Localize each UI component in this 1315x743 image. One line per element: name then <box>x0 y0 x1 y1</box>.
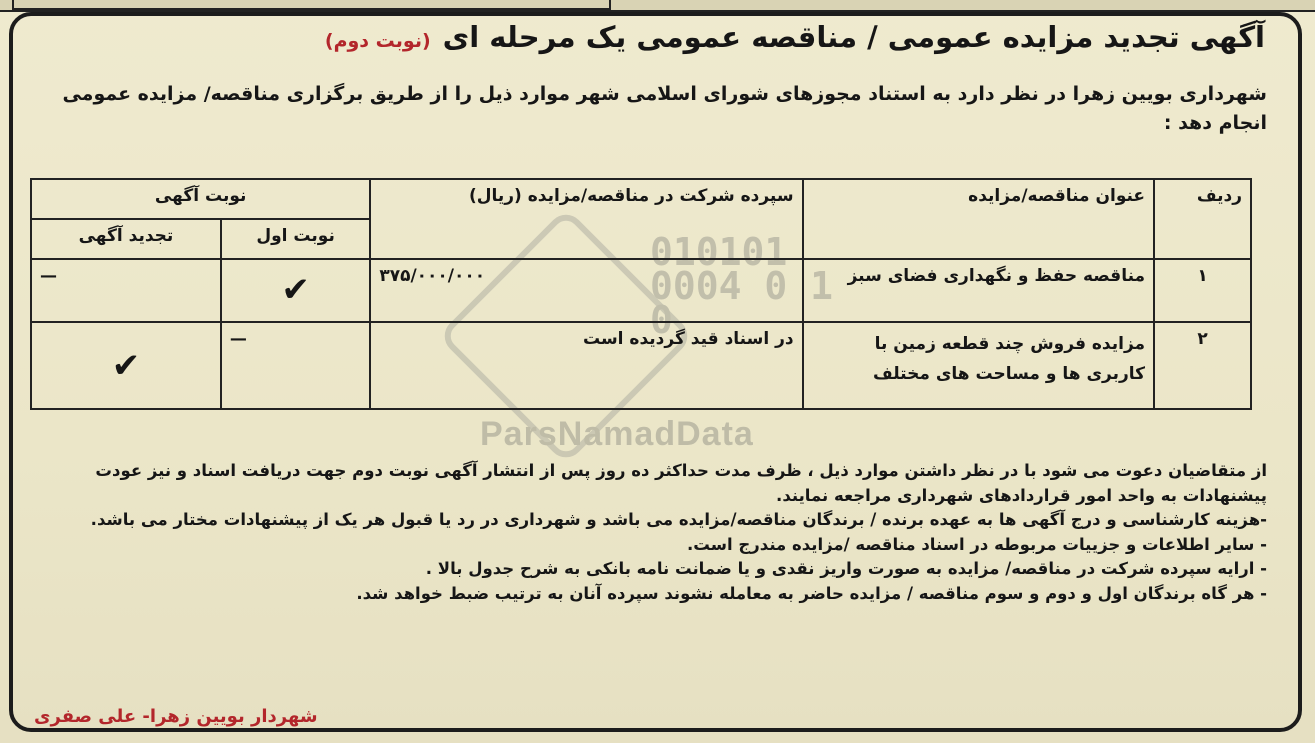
table-row <box>31 322 1251 409</box>
notice-title-line <box>265 20 1265 54</box>
body-paragraph: - سایر اطلاعات و جزییات مربوطه در اسناد مناقصه /مزایده مندرج است. <box>687 534 1267 554</box>
turn-label: (نوبت دوم) <box>324 30 431 52</box>
row-first-turn: — <box>221 322 370 409</box>
row-deposit: ۳۷۵/۰۰۰/۰۰۰ <box>370 259 802 322</box>
body-paragraph: - هر گاه برندگان اول و دوم و سوم مناقصه / مزایده حاضر به معامله نشوند سپرده آنان به ترتیب ضبط خواهد شد. <box>356 583 1267 603</box>
header-renewal: تجدید آگهی <box>31 219 221 259</box>
check-icon: ✔ <box>221 259 370 322</box>
notice-intro: شهرداری بویین زهرا در نظر دارد به استناد مجوزهای شورای اسلامی شهر موارد ذیل را از طریق برگزاری مناقصه/ مزایده عمومی انجام دهد : <box>62 83 1267 134</box>
row-number: ۲ <box>1154 322 1251 409</box>
notice-body <box>27 459 1267 606</box>
table-header-row <box>31 179 1251 219</box>
header-ad-turn: نوبت آگهی <box>31 179 370 219</box>
header-title: عنوان مناقصه/مزایده <box>803 179 1154 259</box>
body-paragraph: از متقاضیان دعوت می شود با در نظر داشتن موارد ذیل ، ظرف مدت حداکثر ده روز پس از انتشار آگهی نوبت دوم جهت دریافت اسناد و نیز عودت پیشنهادات به واحد امور قراردادهای شهرداری مراجعه نمایند. <box>95 461 1267 505</box>
notice-title: آگهی تجدید مزایده عمومی / مناقصه عمومی یک مرحله ای <box>442 20 1265 54</box>
row-number: ۱ <box>1154 259 1251 322</box>
column-divider <box>12 0 611 10</box>
signature: شهردار بویین زهرا- علی صفری <box>34 706 318 727</box>
row-title: مناقصه حفظ و نگهداری فضای سبز <box>803 259 1154 322</box>
row-title: مزایده فروش چند قطعه زمین با کاربری ها و مساحت های مختلف <box>803 322 1154 409</box>
top-column-strip <box>0 0 1315 12</box>
watermark-text: ParsNamadData <box>480 415 754 453</box>
check-icon: ✔ <box>31 322 221 409</box>
header-deposit: سپرده شرکت در مناقصه/مزایده (ریال) <box>370 179 802 259</box>
table-row <box>31 259 1251 322</box>
header-row-number: ردیف <box>1154 179 1251 259</box>
body-paragraph: -هزینه کارشناسی و درج آگهی ها به عهده برنده / برندگان مناقصه/مزایده می باشد و شهرداری در رد یا قبول هر یک از پیشنهادات مختار می باشد. <box>90 510 1267 529</box>
tenders-table <box>30 178 1252 410</box>
watermark-number: 010101 0004 0 1 0 <box>650 230 834 342</box>
row-renewal: — <box>31 259 221 322</box>
row-deposit: در اسناد قید گردیده است <box>370 322 802 409</box>
header-first-turn: نوبت اول <box>221 219 370 259</box>
body-paragraph: - ارایه سپرده شرکت در مناقصه/ مزایده به صورت واریز نقدی و یا ضمانت نامه بانکی به شرح جدول بالا . <box>425 559 1267 578</box>
